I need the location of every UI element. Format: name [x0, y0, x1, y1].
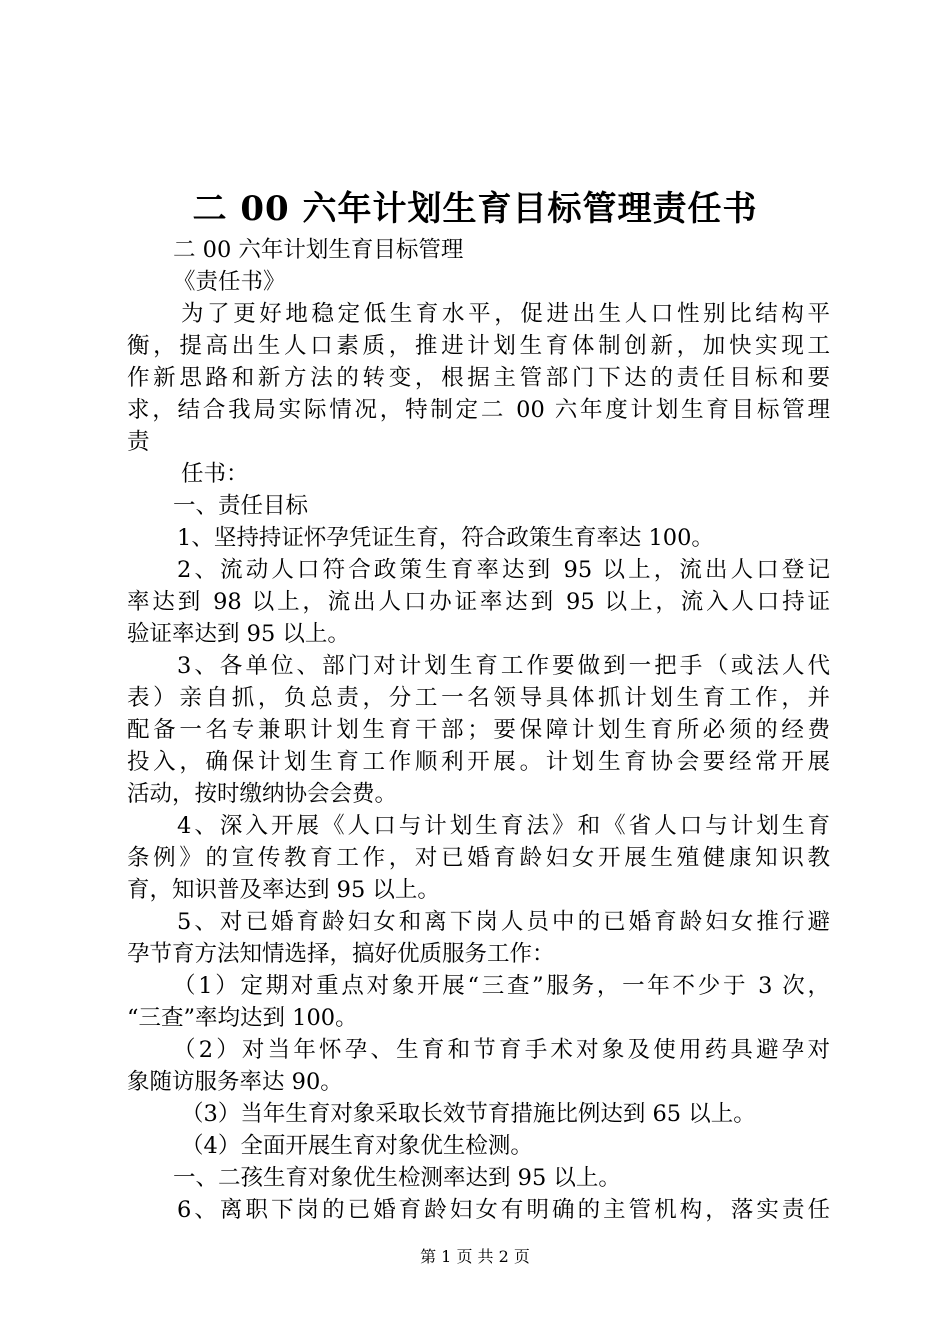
body-line: 投入，确保计划生育工作顺利开展。计划生育协会要经常开展: [127, 749, 830, 775]
body-line: 1、坚持持证怀孕凭证生育，符合政策生育率达 100。: [177, 525, 714, 551]
body-line: 率达到 98 以上，流出人口办证率达到 95 以上，流入人口持证: [127, 589, 830, 615]
body-line: 3、各单位、部门对计划生育工作要做到一把手（或法人代: [177, 653, 830, 679]
body-line: 一、责任目标: [173, 493, 309, 519]
body-line: 为了更好地稳定低生育水平，促进出生人口性别比结构平: [181, 301, 830, 327]
body-line: 象随访服务率达 90。: [127, 1069, 343, 1095]
body-line: （1）定期对重点对象开展“三查”服务，一年不少于 3 次，: [173, 973, 830, 999]
body-line: 任书：: [181, 461, 249, 487]
body-line: 6、离职下岗的已婚育龄妇女有明确的主管机构，落实责任: [177, 1197, 830, 1223]
page-footer: 第 1 页 共 2 页: [420, 1247, 530, 1266]
body-line: 5、对已婚育龄妇女和离下岗人员中的已婚育龄妇女推行避: [177, 909, 830, 935]
body-line: 《责任书》: [173, 269, 286, 295]
body-line: 2、流动人口符合政策生育率达到 95 以上，流出人口登记: [177, 557, 830, 583]
body-line: 表）亲自抓，负总责，分工一名领导具体抓计划生育工作，并: [127, 685, 830, 711]
body-line: （2）对当年怀孕、生育和节育手术对象及使用药具避孕对: [173, 1037, 830, 1063]
document-title: 二 00 六年计划生育目标管理责任书: [192, 189, 758, 229]
body-line: 育，知识普及率达到 95 以上。: [127, 877, 440, 903]
body-line: 二 00 六年计划生育目标管理: [173, 237, 464, 263]
body-line: （3）当年生育对象采取长效节育措施比例达到 65 以上。: [181, 1101, 756, 1127]
body-line: “三查”率均达到 100。: [127, 1005, 358, 1031]
body-line: 4、深入开展《人口与计划生育法》和《省人口与计划生育: [177, 813, 830, 839]
body-line: （4）全面开展生育对象优生检测。: [181, 1133, 533, 1159]
body-line: 求，结合我局实际情况，特制定二 00 六年度计划生育目标管理: [127, 397, 830, 423]
body-line: 一、二孩生育对象优生检测率达到 95 以上。: [173, 1165, 621, 1191]
body-line: 配备一名专兼职计划生育干部；要保障计划生育所必须的经费: [127, 717, 830, 743]
body-line: 作新思路和新方法的转变，根据主管部门下达的责任目标和要: [127, 365, 830, 391]
body-line: 活动，按时缴纳协会会费。: [127, 781, 398, 807]
body-line: 验证率达到 95 以上。: [127, 621, 350, 647]
body-line: 条例》的宣传教育工作，对已婚育龄妇女开展生殖健康知识教: [127, 845, 830, 871]
document-body: [127, 234, 830, 1226]
body-line: 衡，提高出生人口素质，推进计划生育体制创新，加快实现工: [127, 333, 830, 359]
body-line: 孕节育方法知情选择，搞好优质服务工作：: [127, 941, 555, 967]
body-line: 责: [127, 429, 150, 455]
